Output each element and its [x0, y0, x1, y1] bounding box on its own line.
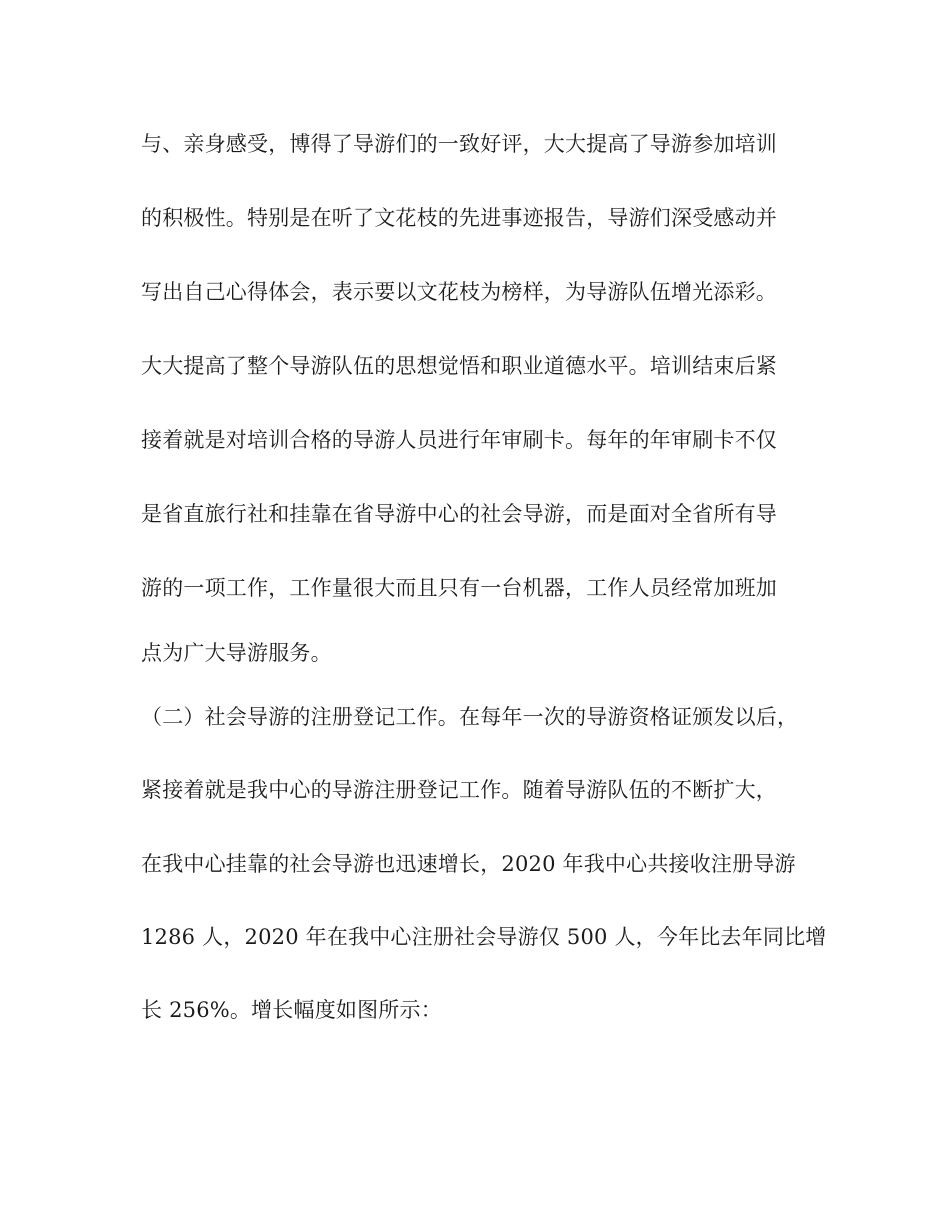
text-line: 是省直旅行社和挂靠在省导游中心的社会导游，而是面对全省所有导	[141, 502, 777, 526]
text-line: 在我中心挂靠的社会导游也迅速增长，2020 年我中心共接收注册导游	[141, 852, 796, 876]
text-line: 与、亲身感受，博得了导游们的一致好评，大大提高了导游参加培训	[141, 132, 777, 156]
text-line: 点为广大导游服务。	[141, 641, 332, 665]
section-heading-line: （二）社会导游的注册登记工作。在每年一次的导游资格证颁发以后，	[141, 705, 799, 729]
text-line: 紧接着就是我中心的导游注册登记工作。随着导游队伍的不断扩大，	[141, 778, 777, 802]
text-line: 游的一项工作，工作量很大而且只有一台机器，工作人员经常加班加	[141, 576, 777, 600]
text-line: 写出自己心得体会，表示要以文花枝为榜样，为导游队伍增光添彩。	[141, 280, 777, 304]
text-line: 的积极性。特别是在听了文花枝的先进事迹报告，导游们深受感动并	[141, 206, 777, 230]
text-line: 大大提高了整个导游队伍的思想觉悟和职业道德水平。培训结束后紧	[141, 354, 777, 378]
text-line: 接着就是对培训合格的导游人员进行年审刷卡。每年的年审刷卡不仅	[141, 428, 777, 452]
text-line: 长 256%。增长幅度如图所示：	[141, 998, 442, 1022]
text-line: 1286 人，2020 年在我中心注册社会导游仅 500 人，今年比去年同比增	[141, 925, 827, 949]
